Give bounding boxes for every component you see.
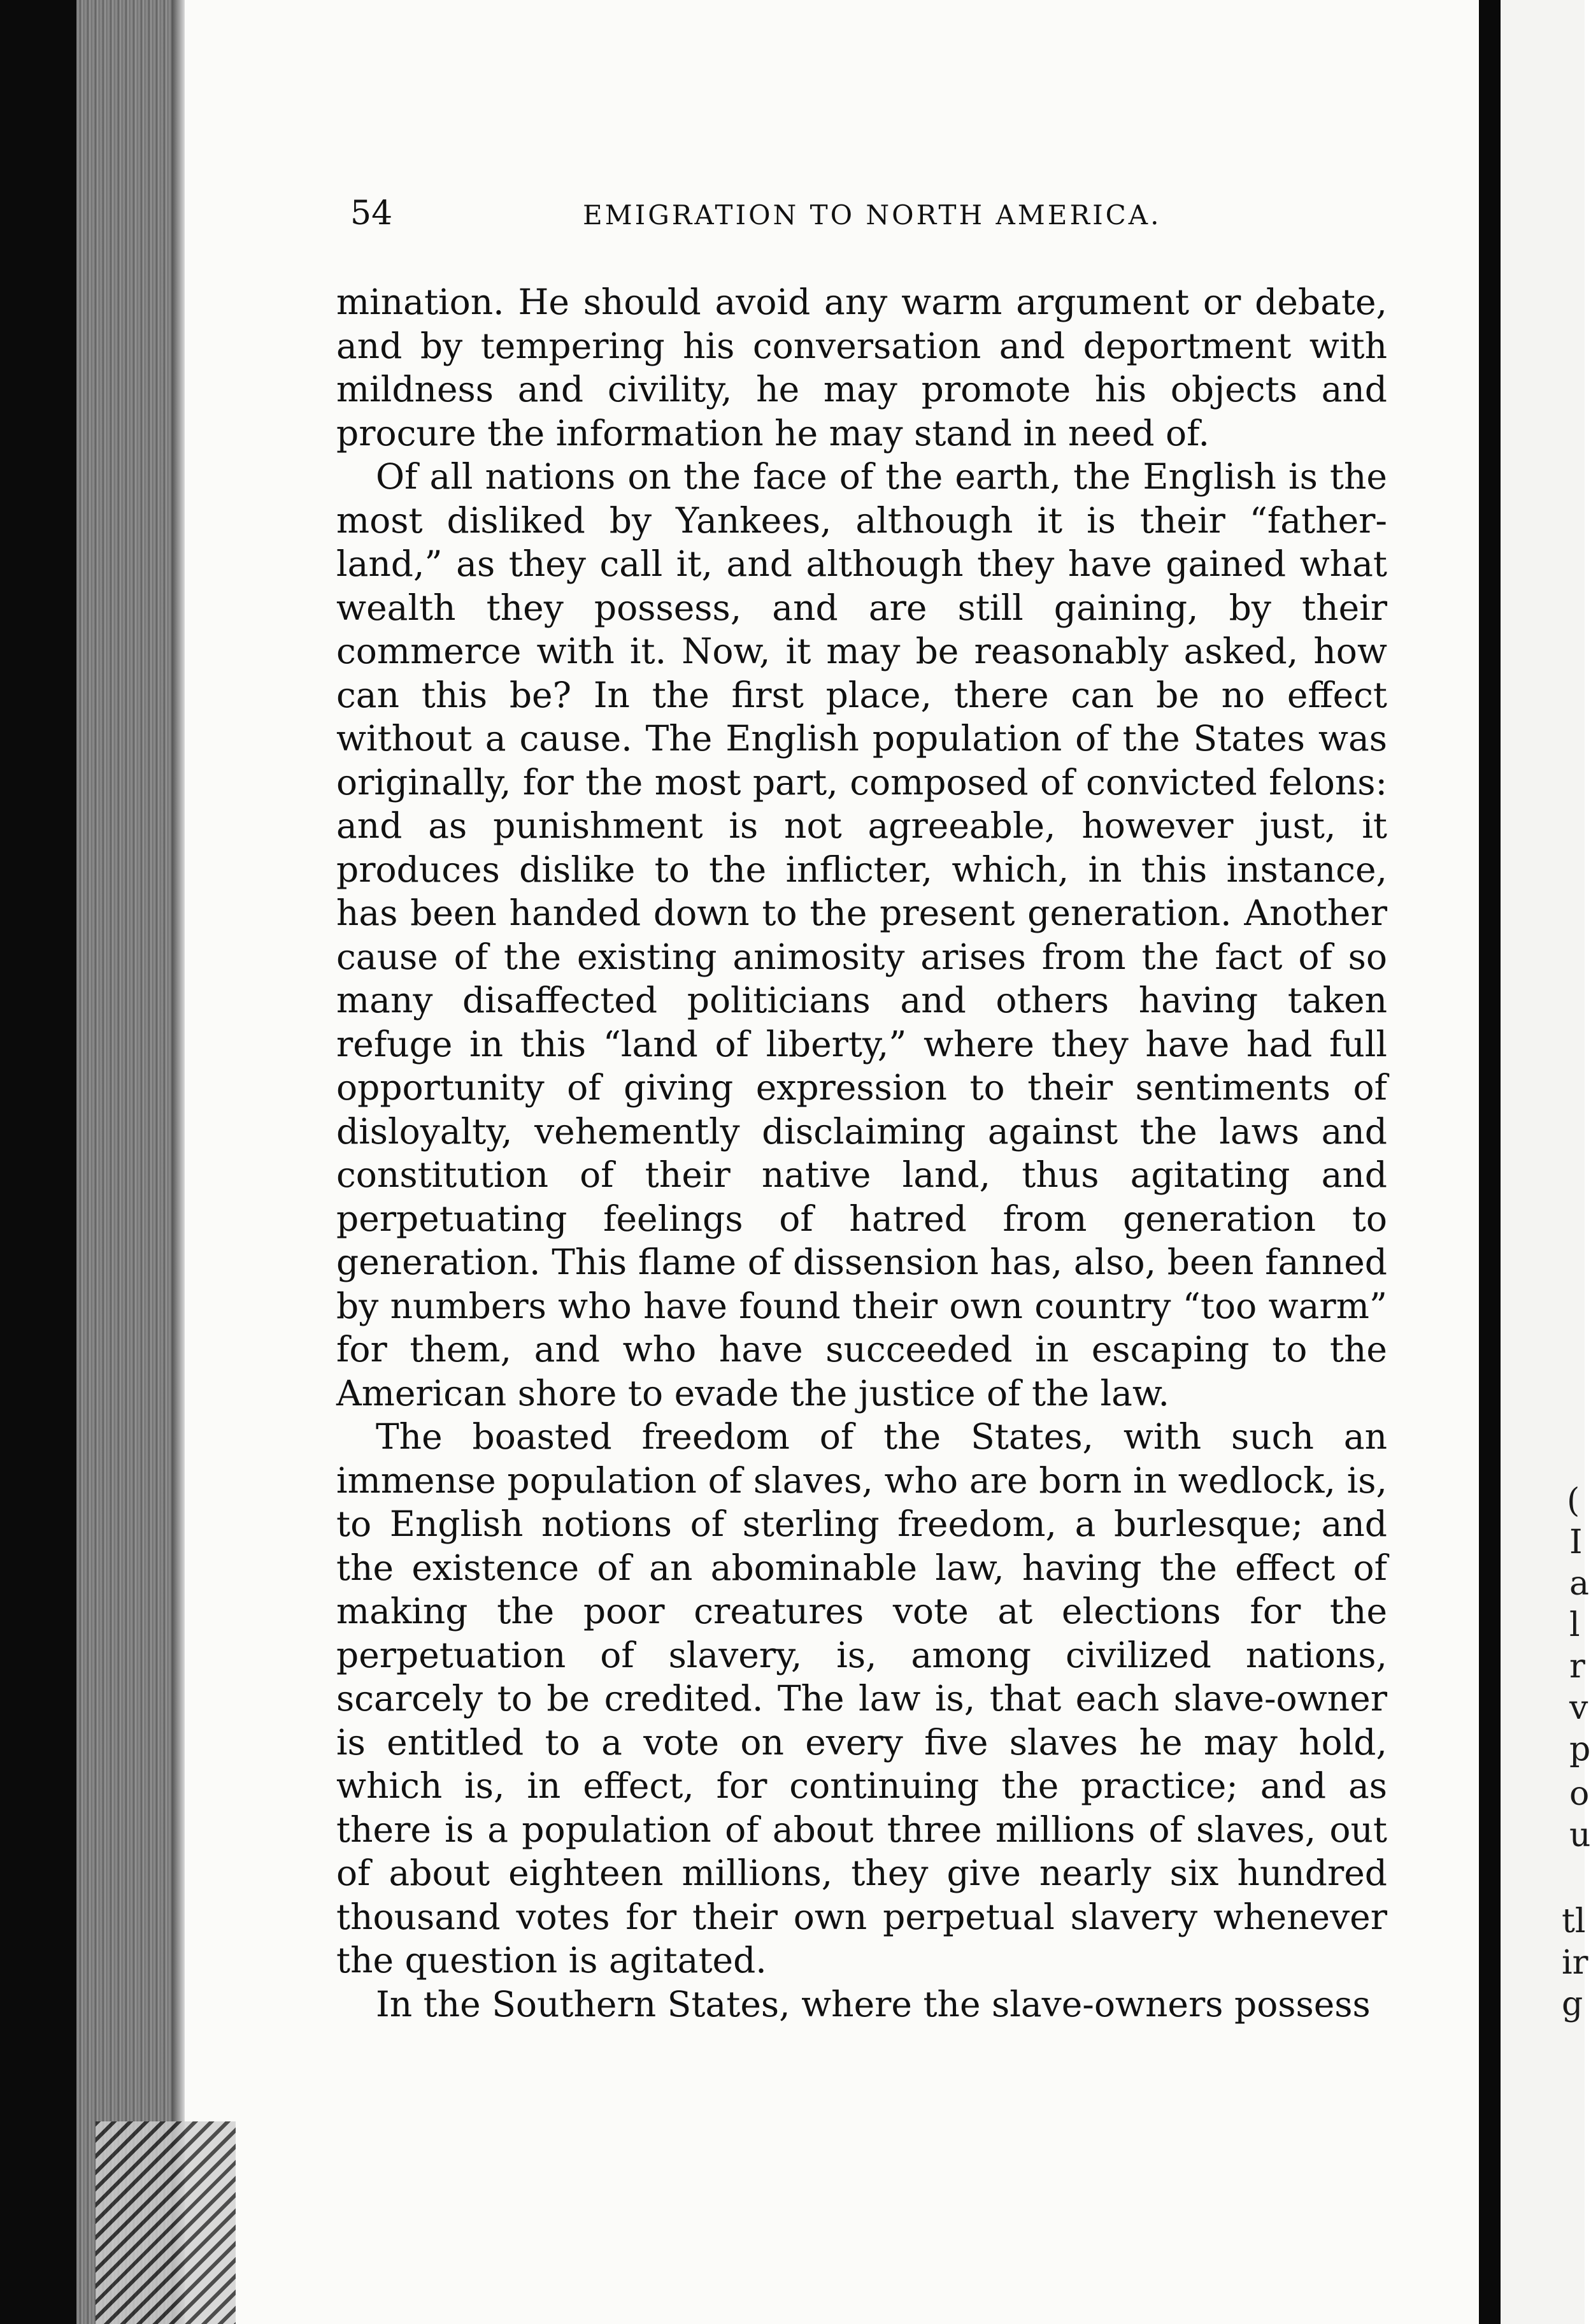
paragraph-final: In the Southern States, where the slave-owners possess bbox=[376, 1983, 1371, 2025]
adjacent-page-fragment: ir bbox=[1562, 1944, 1588, 1982]
book-page bbox=[185, 0, 1479, 2324]
adjacent-page-fragment: g bbox=[1562, 1985, 1583, 2023]
book-binding bbox=[0, 0, 76, 2324]
adjacent-page-fragment: a bbox=[1569, 1565, 1590, 1603]
page-gutter bbox=[1479, 0, 1501, 2324]
page-edge-shadow bbox=[172, 0, 185, 2324]
adjacent-page-fragment: u bbox=[1569, 1816, 1591, 1854]
adjacent-page-fragment: o bbox=[1569, 1775, 1590, 1813]
adjacent-page-fragment: v bbox=[1569, 1689, 1588, 1727]
paragraph: Of all nations on the face of the earth, the English is the most disliked by Yankees, although it is their “father-land,” as they call it, and although they have gained what wealth they possess, and are still gaining, by their commerce with it. Now, it may be reasonably asked, how can this be? In the first place, there can be no effect without a cause. The English population of the States was originally, for the most part, composed of convicted felons: and as punishment is not agreeable, however just, it produces dislike to the inflicter, which, in this instance, has been handed down to the present generation. Another cause of the existing animosity arises from the fact of so many disaffected politicians and others having taken refuge in this “land of liberty,” where they have had full opportunity of giving expression to their sentiments of disloyalty, vehemently disclaiming against the laws and constitution of their native land, thus agitating and perpetuating feelings of hatred from generation to generation. This flame of dissension has, also, been fanned by numbers who have found their own country “too warm” for them, and who have succeeded in escaping to the American shore to evade the justice of the law. bbox=[336, 456, 1387, 1414]
frayed-page-corner bbox=[96, 2121, 236, 2324]
adjacent-page-fragment: l bbox=[1569, 1606, 1580, 1644]
adjacent-page-fragment: r bbox=[1569, 1647, 1585, 1686]
adjacent-page-fragment: I bbox=[1569, 1523, 1583, 1561]
paragraph: The boasted freedom of the States, with such an immense population of slaves, who are born in wedlock, is, to English notions of sterling freedom, a burlesque; and the existence of an abominable law, having the effect of making the poor creatures vote at elections for the perpetuation of slavery, is, among civilized nations, scarcely to be credited. The law is, that each slave-owner is entitled to a vote on every five slaves he may hold, which is, in effect, for continuing the practice; and as there is a population of about three millions of slaves, out of about eighteen millions, they give nearly six hundred thousand votes for their own perpetual slavery whenever the question is agitated. bbox=[336, 1416, 1387, 1981]
paragraph-continued: mination. He should avoid any warm argument or debate, and by tempering his conversation and deportment with mildness and civility, he may promote his objects and procure the information he may stand in need of. bbox=[336, 282, 1387, 454]
adjacent-page-fragment: p bbox=[1569, 1730, 1591, 1768]
adjacent-page-edge bbox=[1501, 0, 1591, 2324]
adjacent-page-fragment: ( bbox=[1567, 1482, 1580, 1520]
body-text bbox=[336, 280, 1387, 2026]
page-number: 54 bbox=[350, 194, 393, 233]
adjacent-page-fragment: tl bbox=[1562, 1902, 1586, 1940]
running-head-title: EMIGRATION TO NORTH AMERICA. bbox=[583, 199, 1162, 231]
page-stack-edge bbox=[76, 0, 172, 2324]
